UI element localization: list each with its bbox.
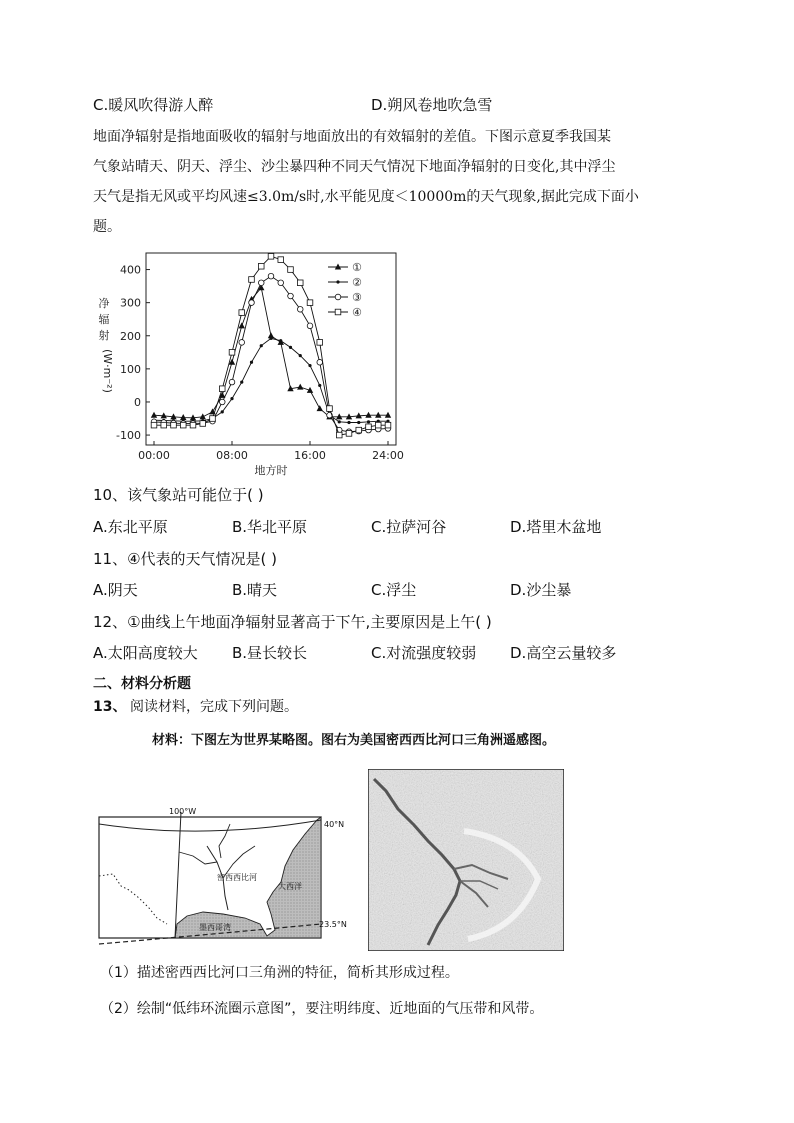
data-point <box>278 280 284 286</box>
q10-option-c: C.拉萨河谷 <box>371 518 447 536</box>
data-point <box>151 412 157 418</box>
y-tick-label: 0 <box>134 395 141 409</box>
data-point <box>258 280 264 286</box>
map-longitude-label: 100°W <box>169 807 197 816</box>
data-point <box>335 309 341 315</box>
data-point <box>219 386 225 392</box>
x-tick-label: 00:00 <box>138 449 170 462</box>
data-point <box>180 422 186 428</box>
q10-option-a: A.东北平原 <box>93 518 168 536</box>
data-point <box>171 422 177 428</box>
q13-number: 13、 <box>93 699 127 715</box>
data-point <box>356 427 362 433</box>
data-point <box>200 413 206 419</box>
series-line-2 <box>154 338 388 422</box>
data-point <box>318 384 321 387</box>
q11-stem: 11、④代表的天气情况是( ) <box>93 550 278 568</box>
data-point <box>258 263 264 269</box>
section-title: 二、材料分析题 <box>93 676 191 692</box>
y-label-char: 射 <box>98 329 110 342</box>
data-point <box>239 340 245 346</box>
y-label-char: 辐 <box>98 313 110 326</box>
y-label-unit: (W·m⁻²) <box>101 349 114 393</box>
y-tick-label: 300 <box>120 296 141 310</box>
q11-option-d: D.沙尘暴 <box>510 581 572 599</box>
data-point <box>317 340 323 346</box>
data-point <box>338 420 341 423</box>
data-point <box>336 413 342 419</box>
data-point <box>297 280 303 286</box>
legend-label: ④ <box>352 306 362 319</box>
data-point <box>249 277 255 283</box>
q11-option-a: A.阴天 <box>93 581 138 599</box>
x-tick-label: 24:00 <box>372 449 404 462</box>
data-point <box>307 300 313 306</box>
data-point <box>346 431 352 437</box>
data-point <box>299 354 302 357</box>
data-point <box>335 294 341 300</box>
data-point <box>219 399 225 405</box>
y-tick-label: 200 <box>120 329 141 343</box>
data-point <box>357 421 360 424</box>
data-point <box>279 339 282 342</box>
data-point <box>240 381 243 384</box>
data-point <box>297 384 303 390</box>
intro-line: 天气是指无风或平均风速≤3.0m/s时,水平能见度＜10000m的天气现象,据此完成下面小 <box>93 189 639 205</box>
intro-paragraph <box>93 122 705 242</box>
data-point <box>336 280 339 283</box>
x-tick-label: 08:00 <box>216 449 248 462</box>
intro-line: 地面净辐射是指地面吸收的辐射与地面放出的有效辐射的差值。下图示意夏季我国某 <box>93 129 611 145</box>
prev-option-d: D.朔风卷地吹急雪 <box>371 96 493 114</box>
data-point <box>269 337 272 340</box>
q11-option-b: B.晴天 <box>232 581 278 599</box>
legend-label: ① <box>352 261 362 274</box>
q10-option-b: B.华北平原 <box>232 518 308 536</box>
delta-remote-sensing-image <box>368 769 564 951</box>
data-point <box>307 323 313 329</box>
q12-option-d: D.高空云量较多 <box>510 644 617 662</box>
data-point <box>385 422 391 428</box>
map-ocean-label: 大西洋 <box>278 882 302 891</box>
q13-sub2: （2）绘制“低纬环流圈示意图”，要注明纬度、近地面的气压带和风带。 <box>100 1001 544 1017</box>
q12-option-b: B.昼长较长 <box>232 644 308 662</box>
q12-option-c: C.对流强度较弱 <box>371 644 477 662</box>
data-point <box>375 412 381 418</box>
data-point <box>250 361 253 364</box>
legend-label: ② <box>352 276 362 289</box>
q12-stem: 12、①曲线上午地面净辐射显著高于下午,主要原因是上午( ) <box>93 613 492 631</box>
data-point <box>229 350 235 356</box>
data-point <box>210 416 216 422</box>
data-point <box>335 264 341 270</box>
data-point <box>221 410 224 413</box>
world-sketch-map <box>95 806 360 946</box>
intro-line: 气象站晴天、阴天、浮尘、沙尘暴四种不同天气情况下地面净辐射的日变化,其中浮尘 <box>93 159 616 175</box>
data-point <box>289 346 292 349</box>
data-point <box>367 420 370 423</box>
data-point <box>268 254 274 260</box>
data-point <box>249 300 255 306</box>
q13-material: 材料：下图左为世界某略图。图右为美国密西西比河口三角洲遥感图。 <box>152 733 556 748</box>
q13-stem: 阅读材料，完成下列问题。 <box>130 699 298 715</box>
y-tick-label: 400 <box>120 263 141 277</box>
data-point <box>230 397 233 400</box>
legend-label: ③ <box>352 291 362 304</box>
data-point <box>336 432 342 438</box>
y-tick-label: 100 <box>120 362 141 376</box>
q10-option-d: D.塔里木盆地 <box>510 518 602 536</box>
q11-option-c: C.浮尘 <box>371 581 417 599</box>
data-point <box>190 422 196 428</box>
prev-option-c: C.暖风吹得游人醉 <box>93 96 214 114</box>
data-point <box>161 422 167 428</box>
data-point <box>239 310 245 316</box>
data-point <box>229 379 235 385</box>
map-lat-bottom-label: 23.5°N <box>319 920 347 929</box>
data-point <box>347 421 350 424</box>
q10-stem: 10、该气象站可能位于( ) <box>93 486 264 504</box>
data-point <box>288 293 294 299</box>
map-gulf-label: 墨西哥湾 <box>199 923 231 932</box>
data-point <box>288 267 294 273</box>
y-label-char: 净 <box>98 297 110 310</box>
data-point <box>385 412 391 418</box>
data-point <box>200 421 206 427</box>
data-point <box>278 257 284 263</box>
data-point <box>260 344 263 347</box>
chart-xlabel: 地方时 <box>254 464 288 477</box>
map-lat-top-label: 40°N <box>324 820 345 829</box>
data-point <box>268 273 274 279</box>
x-tick-label: 16:00 <box>294 449 326 462</box>
data-point <box>327 406 333 412</box>
data-point <box>375 422 381 428</box>
data-point <box>297 306 303 312</box>
data-point <box>317 359 323 365</box>
image-texture <box>369 770 563 950</box>
data-point <box>365 412 371 418</box>
data-point <box>308 364 311 367</box>
net-radiation-chart <box>90 245 420 480</box>
q13-sub1: （1）描述密西西比河口三角洲的特征，简析其形成过程。 <box>100 965 459 981</box>
chart-ylabel <box>99 296 115 393</box>
map-river-label: 密西西比河 <box>217 873 257 882</box>
data-point <box>366 424 372 430</box>
data-point <box>151 422 157 428</box>
data-point <box>317 405 323 411</box>
intro-line: 题。 <box>93 219 121 235</box>
q12-option-a: A.太阳高度较大 <box>93 644 198 662</box>
y-tick-label: -100 <box>116 429 141 443</box>
